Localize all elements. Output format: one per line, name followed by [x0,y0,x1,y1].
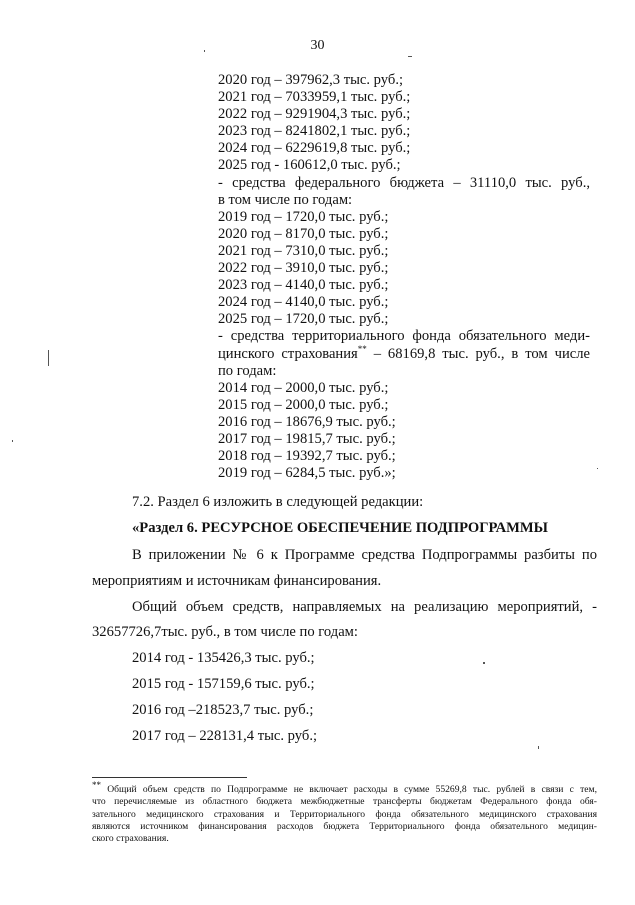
footnote-line: что перечисляемые из областного бюджета межбюджетные трансферты бюджетам Федерального фонда обя- [92,796,597,808]
scan-speck [204,50,205,52]
year-line: 2017 год – 228131,4 тыс. руб.; [132,728,318,744]
section-intro: 7.2. Раздел 6 изложить в следующей редакции: [132,494,424,510]
section-title: «Раздел 6. РЕСУРСНОЕ ОБЕСПЕЧЕНИЕ ПОДПРОГРАММЫ [132,520,549,536]
list-item: 2015 год – 2000,0 тыс. руб.; [218,396,389,413]
footnote-marker: ** [92,779,101,790]
list-item: 2019 год – 1720,0 тыс. руб.; [218,208,389,225]
tfoms-heading: - средства территориального фонда обязательного меди- [218,328,590,345]
list-text: цинского страхования [218,345,358,362]
scan-speck [538,746,539,749]
year-line: 2014 год - 135426,3 тыс. руб.; [132,650,315,666]
scan-speck [408,56,412,57]
footnote-line: зательного медицинского страхования и Территориального фонда обязательного медицинского страхования [92,808,597,820]
list-item: 2024 год – 4140,0 тыс. руб.; [218,294,389,311]
list-item: 2018 год – 19392,7 тыс. руб.; [218,448,396,465]
total-paragraph-line1: Общий объем средств, направляемых на реализацию мероприятий, - [132,599,597,615]
scan-speck [48,350,49,366]
list-text: – 68169,8 тыс. руб., в том числе [373,345,590,362]
list-item: в том числе по годам: [218,191,353,208]
list-item: 2022 год – 9291904,3 тыс. руб.; [218,106,411,123]
federal-budget-heading: - средства федерального бюджета – 31110,0 тыс. руб., [218,174,590,191]
footnote [92,779,597,845]
list-item: 2016 год – 18676,9 тыс. руб.; [218,413,396,430]
list-item: 2023 год – 4140,0 тыс. руб.; [218,277,389,294]
footnote-divider [92,777,247,778]
appendix-paragraph-line2: мероприятиям и источникам финансирования. [92,573,382,589]
list-item: 2025 год - 160612,0 тыс. руб.; [218,157,401,174]
scan-speck [12,440,13,442]
footnote-text: Общий объем средств по Подпрограмме не включает расходы в сумме 55269,8 тыс. рублей в связи с тем, [107,784,597,795]
list-item: по годам: [218,362,277,379]
footnote-line: являются источником финансирования расходов бюджета Территориального фонда обязательного медицин- [92,820,597,832]
list-item: 2020 год – 397962,3 тыс. руб.; [218,72,404,88]
scan-speck [483,662,485,664]
footnote-marker: ** [357,343,367,354]
year-line: 2015 год - 157159,6 тыс. руб.; [132,676,315,692]
tfoms-heading-cont [218,343,590,363]
scan-speck [597,468,598,469]
year-line: 2016 год –218523,7 тыс. руб.; [132,702,314,718]
list-item: 2020 год – 8170,0 тыс. руб.; [218,225,389,242]
funding-list [218,72,590,482]
list-item: 2025 год – 1720,0 тыс. руб.; [218,311,389,328]
list-item: 2023 год – 8241802,1 тыс. руб.; [218,123,411,140]
list-item: 2021 год – 7033959,1 тыс. руб.; [218,89,411,106]
footnote-line [92,779,597,796]
footnote-line: ского страхования. [92,833,169,845]
page-number: 30 [310,38,325,53]
appendix-paragraph-line1: В приложении № 6 к Программе средства Подпрограммы разбиты по [132,547,597,563]
total-paragraph-line2: 32657726,7тыс. руб., в том числе по годам: [92,624,358,640]
list-item: 2017 год – 19815,7 тыс. руб.; [218,430,396,447]
list-item: 2019 год – 6284,5 тыс. руб.»; [218,465,396,482]
list-item: 2014 год – 2000,0 тыс. руб.; [218,379,389,396]
list-item: 2022 год – 3910,0 тыс. руб.; [218,260,389,277]
list-item: 2021 год – 7310,0 тыс. руб.; [218,242,389,259]
list-item: 2024 год – 6229619,8 тыс. руб.; [218,140,411,157]
